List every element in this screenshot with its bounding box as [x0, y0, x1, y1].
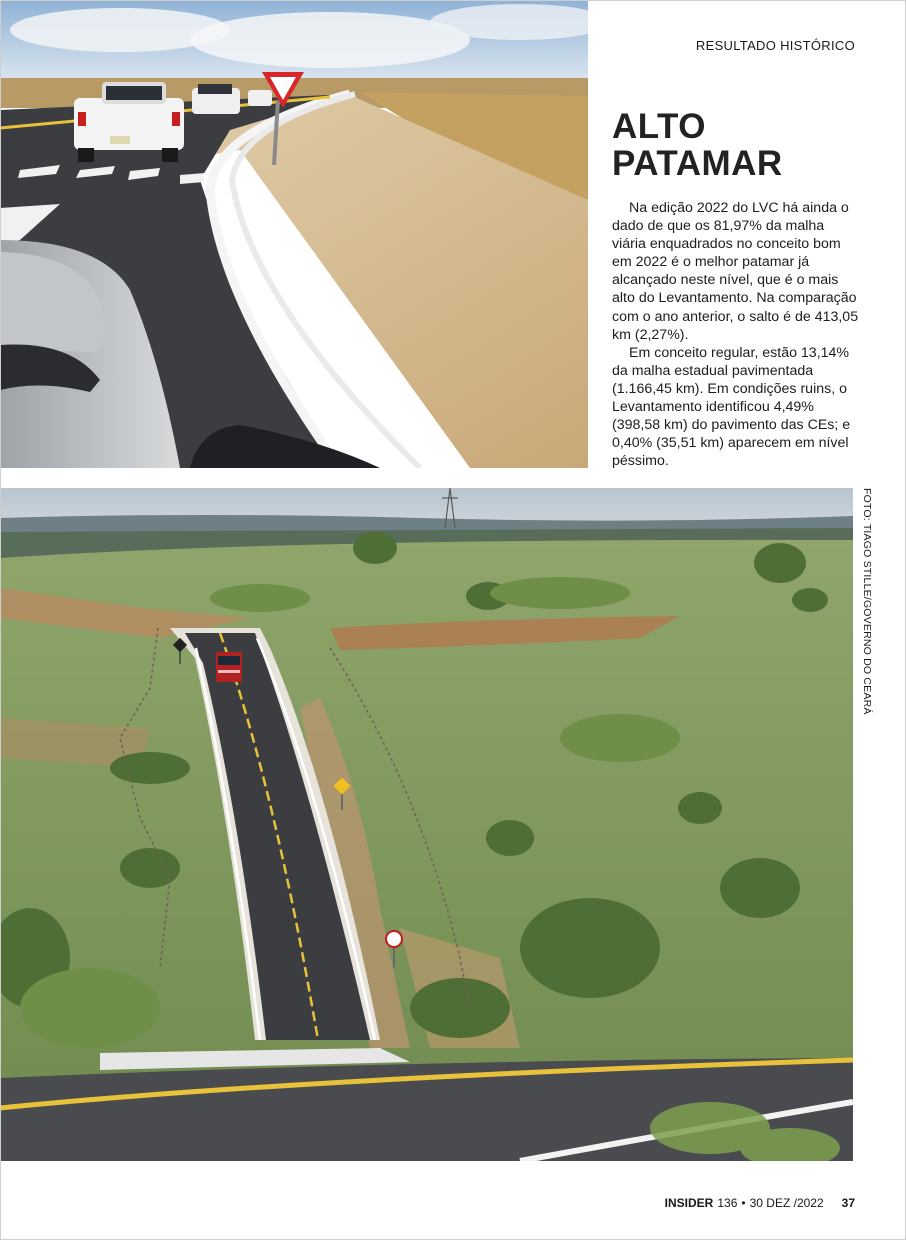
page-footer	[665, 1196, 855, 1210]
headline-line-1: ALTO	[612, 107, 707, 146]
photo-credit-text: FOTO: TIAGO STILLE/GOVERNO DO CEARÁ	[861, 488, 873, 715]
road-photo-top-illustration	[0, 0, 588, 468]
issue-date: 30 DEZ /2022	[749, 1196, 824, 1210]
bus-illustration	[216, 652, 242, 682]
headline	[612, 108, 872, 182]
road-photo-top	[0, 0, 588, 468]
road-photo-bottom	[0, 488, 853, 1161]
article-paragraph-2: Em conceito regular, estão 13,14% da malha estadual pavimentada (1.166,45 km). Em condições ruins, o Levantamento identificou 4,49% (398,58 km) do pavimento das CEs; e 0,40% (35,51 km) aparecem em nível péssimo.	[612, 344, 851, 470]
footer-separator: •	[741, 1196, 746, 1210]
section-label: RESULTADO HISTÓRICO	[695, 38, 855, 53]
article-body	[612, 199, 860, 470]
photo-credit	[859, 488, 873, 715]
issue-number: 136	[717, 1196, 738, 1210]
headline-line-2: PATAMAR	[612, 144, 783, 183]
road-photo-bottom-illustration	[0, 488, 853, 1161]
article-paragraph-1: Na edição 2022 do LVC há ainda o dado de que os 81,97% da malha viária enquadrados no conceito bom em 2022 é o melhor patamar já alcançado neste nível, que é o mais alto do Levantamento. Na comparação com o ano anterior, o salto é de 413,05 km (2,27%).	[612, 200, 859, 343]
magazine-name: INSIDER	[664, 1196, 714, 1210]
page-number: 37	[841, 1196, 855, 1210]
